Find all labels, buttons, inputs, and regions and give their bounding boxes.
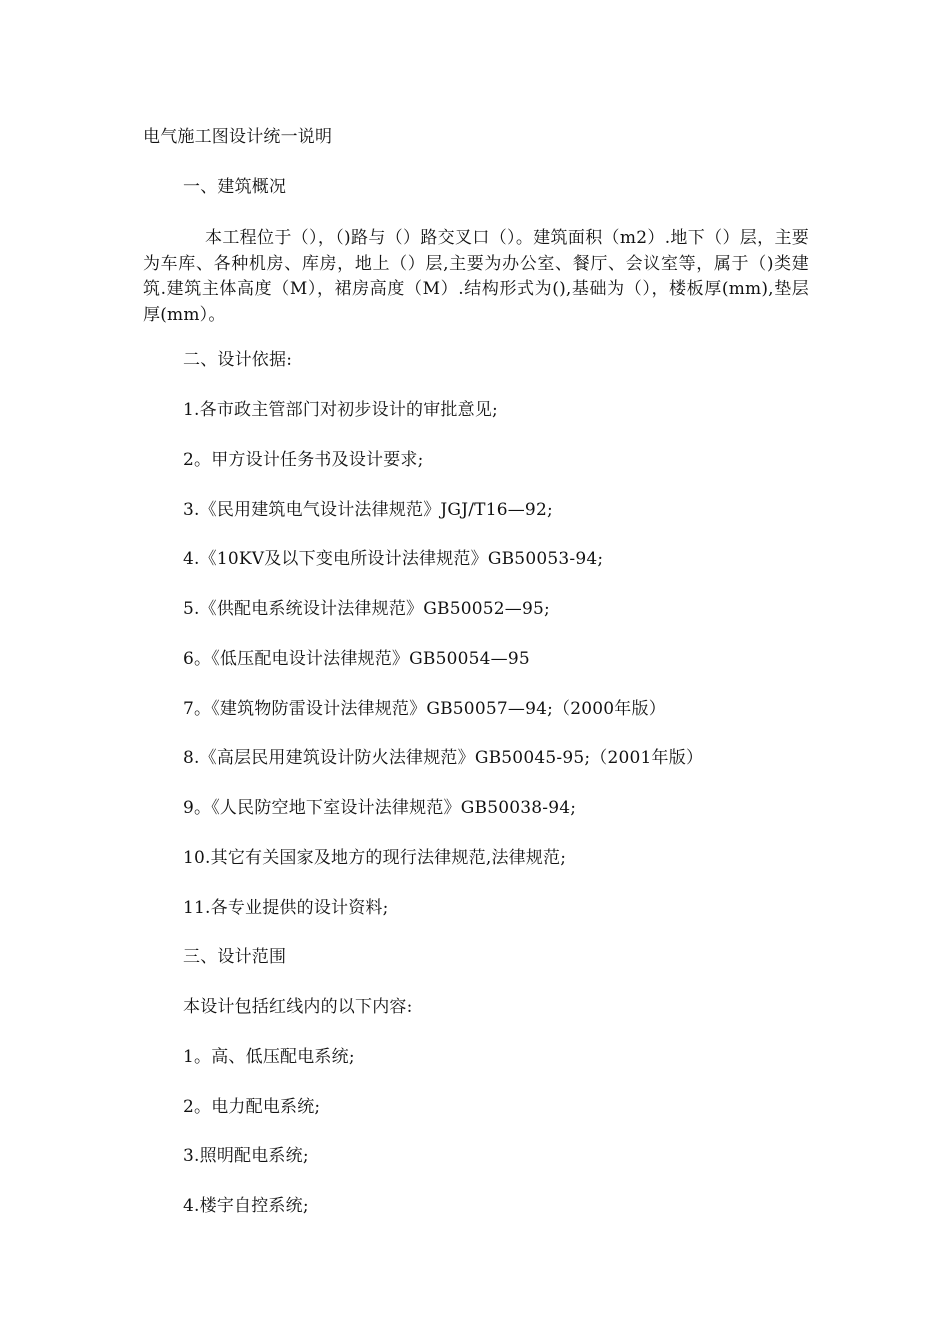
list-item: 7。《建筑物防雷设计法律规范》GB50057—94;（2000年版） (183, 699, 666, 719)
list-item: 1.各市政主管部门对初步设计的审批意见; (183, 400, 498, 420)
list-item: 8.《高层民用建筑设计防火法律规范》GB50045-95;（2001年版） (183, 748, 704, 768)
document-title: 电气施工图设计统一说明 (143, 127, 333, 147)
list-item: 2。甲方设计任务书及设计要求; (183, 450, 424, 470)
list-item: 1。高、低压配电系统; (183, 1047, 355, 1067)
section-heading-building-overview: 一、建筑概况 (183, 177, 287, 197)
section-heading-design-basis: 二、设计依据: (183, 350, 293, 370)
list-item: 2。电力配电系统; (183, 1097, 321, 1117)
list-item: 5.《供配电系统设计法律规范》GB50052—95; (183, 599, 550, 619)
building-overview-paragraph: 本工程位于（），（)路与（）路交叉口（）。建筑面积（m2）.地下（）层，主要为车库、各种机房、库房，地上（）层,主要为办公室、餐厅、会议室等，属于（)类建筑.建筑主体高度（M），裙房高度（M）.结构形式为(),基础为（），楼板厚(mm),垫层厚(mm）。 (143, 228, 809, 325)
list-item: 11.各专业提供的设计资料; (183, 898, 389, 918)
section-heading-design-scope: 三、设计范围 (183, 947, 287, 967)
list-item: 4.《10KV及以下变电所设计法律规范》GB50053-94; (183, 549, 604, 569)
list-item: 4.楼宇自控系统; (183, 1196, 309, 1216)
list-item: 3.《民用建筑电气设计法律规范》JGJ/T16—92; (183, 500, 553, 520)
design-scope-intro: 本设计包括红线内的以下内容: (183, 997, 413, 1017)
list-item: 6。《低压配电设计法律规范》GB50054—95 (183, 649, 530, 669)
list-item: 10.其它有关国家及地方的现行法律规范,法律规范; (183, 848, 567, 868)
list-item: 9。《人民防空地下室设计法律规范》GB50038-94; (183, 798, 577, 818)
list-item: 3.照明配电系统; (183, 1146, 309, 1166)
